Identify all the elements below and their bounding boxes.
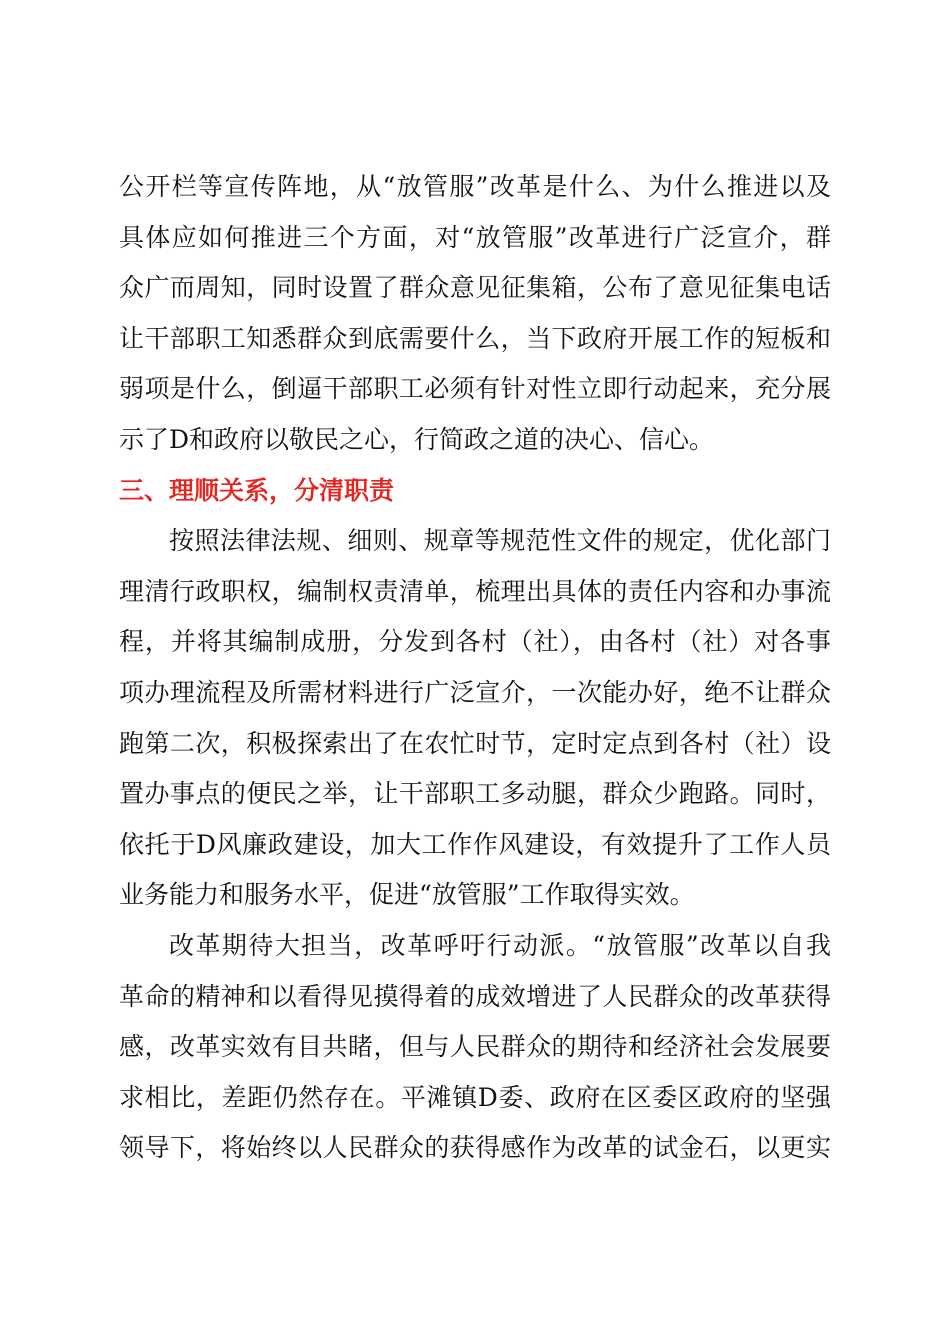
- paragraph-line: 示了D和政府以敬民之心，行简政之道的决心、信心。: [119, 424, 715, 454]
- paragraph-line: 具体应如何推进三个方面，对“放管服”改革进行广泛宣介，群: [119, 222, 831, 252]
- paragraph-1: [119, 162, 831, 466]
- paragraph-line: 项办理流程及所需材料进行广泛宣介，一次能办好，绝不让群众: [119, 677, 831, 707]
- paragraph-line: 改革期待大担当，改革呼吁行动派。“放管服”改革以自我: [169, 930, 831, 960]
- heading-text: 三、理顺关系，分清职责: [119, 475, 395, 505]
- paragraph-line: 业务能力和服务水平，促进“放管服”工作取得实效。: [119, 880, 695, 910]
- paragraph-line: 跑第二次，积极探索出了在农忙时节，定时定点到各村（社）设: [119, 728, 831, 758]
- paragraph-line: 公开栏等宣传阵地，从“放管服”改革是什么、为什么推进以及: [119, 172, 831, 201]
- paragraph-line: 按照法律法规、细则、规章等规范性文件的规定，优化部门: [169, 526, 831, 556]
- paragraph-3: [119, 921, 831, 1174]
- paragraph-line: 置办事点的便民之举，让干部职工多动腿，群众少跑路。同时，: [119, 779, 831, 809]
- paragraph-line: 求相比，差距仍然存在。平滩镇D委、政府在区委区政府的坚强: [119, 1082, 831, 1112]
- paragraph-line: 感，改革实效有目共睹，但与人民群众的期待和经济社会发展要: [119, 1032, 831, 1062]
- section-heading-3: [119, 466, 831, 517]
- paragraph-2: [119, 516, 831, 921]
- document-body: [119, 162, 831, 1174]
- paragraph-line: 革命的精神和以看得见摸得着的成效增进了人民群众的改革获得: [119, 981, 831, 1011]
- paragraph-line: 让干部职工知悉群众到底需要什么，当下政府开展工作的短板和: [119, 323, 831, 353]
- paragraph-line: 众广而周知，同时设置了群众意见征集箱，公布了意见征集电话: [119, 273, 831, 303]
- paragraph-line: 领导下，将始终以人民群众的获得感作为改革的试金石，以更实: [119, 1133, 831, 1163]
- paragraph-line: 依托于D风廉政建设，加大工作作风建设，有效提升了工作人员: [119, 829, 831, 859]
- paragraph-line: 理清行政职权，编制权责清单，梳理出具体的责任内容和办事流: [119, 576, 831, 606]
- paragraph-line: 弱项是什么，倒逼干部职工必须有针对性立即行动起来，充分展: [119, 374, 831, 404]
- paragraph-line: 程，并将其编制成册，分发到各村（社），由各村（社）对各事: [119, 627, 831, 657]
